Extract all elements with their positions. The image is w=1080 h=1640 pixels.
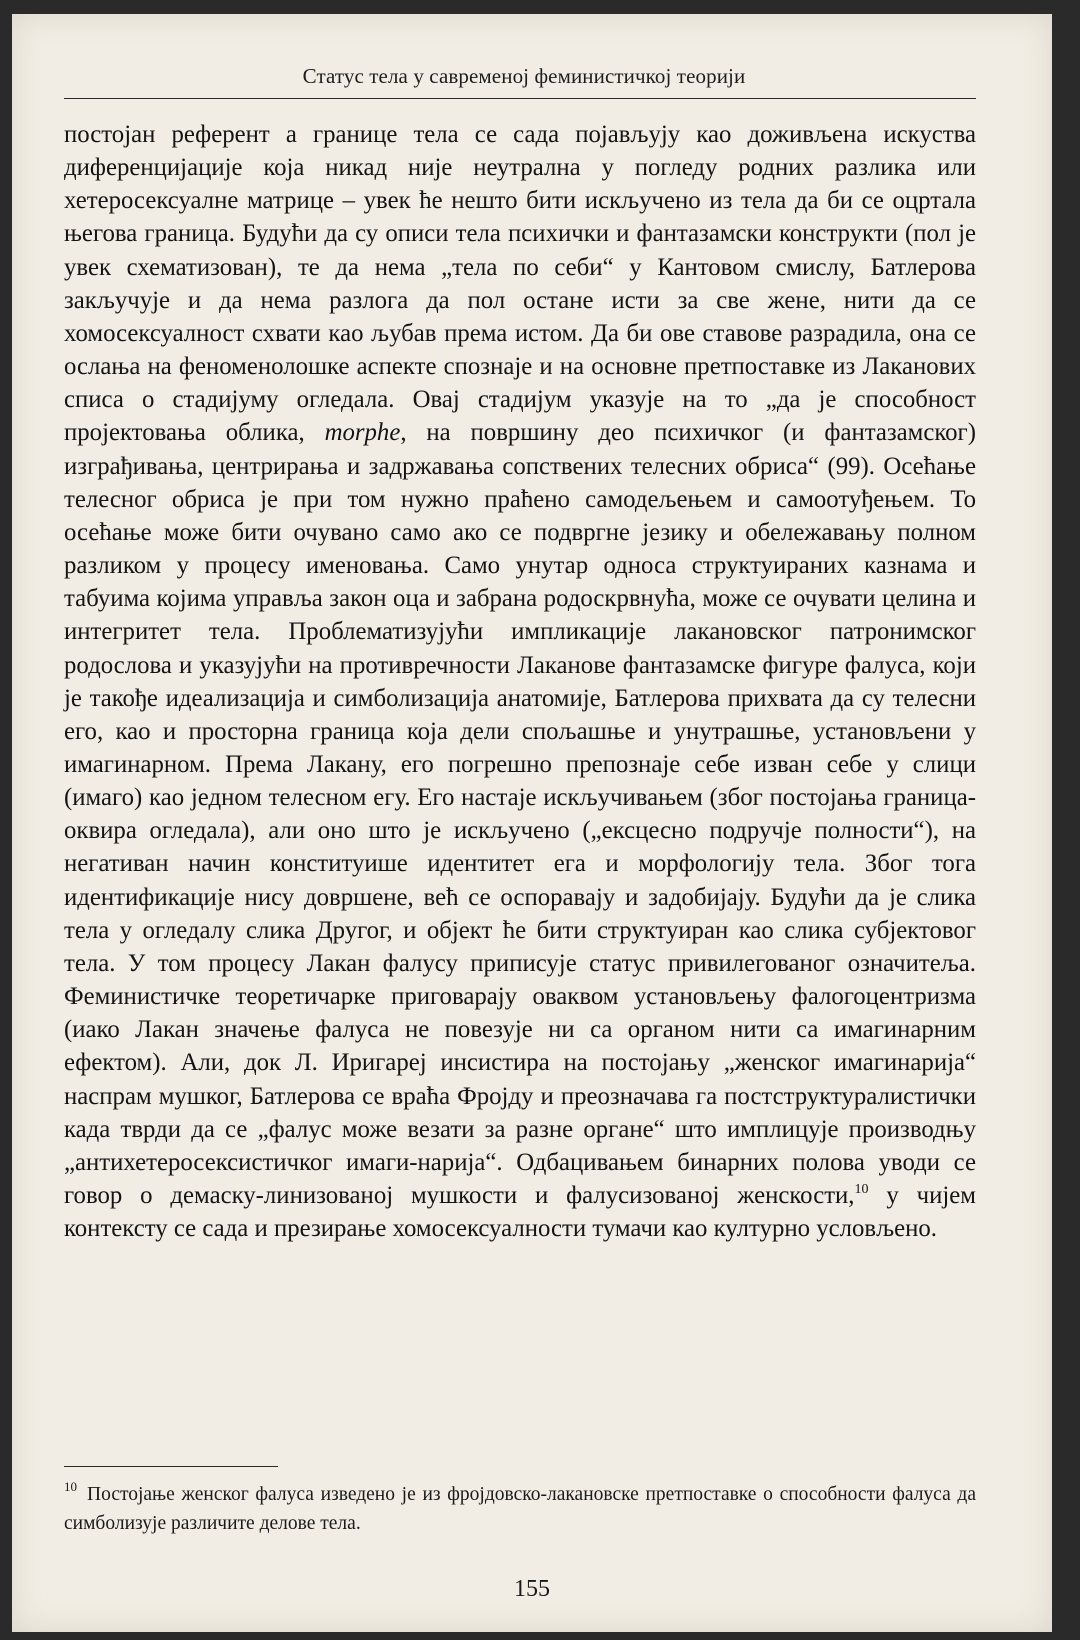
paragraph-text-part3: у чијем контексту се сада и презирање хомосексуалности тумачи као културно условљено. bbox=[64, 1182, 976, 1243]
footnote bbox=[64, 1480, 976, 1538]
running-header: Статус тела у савременој феминистичкој теорији bbox=[302, 64, 746, 88]
body-paragraph bbox=[64, 118, 976, 1245]
page-number: 155 bbox=[514, 1576, 550, 1602]
header-rule bbox=[64, 98, 976, 99]
main-text bbox=[64, 118, 976, 1245]
footnote-text: Постојање женског фалуса изведено је из фројдовско-лакановске претпоставке о способности фалуса да симболизује различите делове тела. bbox=[64, 1484, 976, 1534]
footnote-rule bbox=[64, 1466, 278, 1467]
paragraph-text-part1: постојан референт а границе тела се сада појављују као доживљена искуства диференцијације која никад није неутрална у погледу родних разлика или хетеросексуалне матрице – увек ће нешто бити искључено из тела да би се оцртала његова граница. Будући да су описи тела психички и фантазамски конструкти (пол је увек схематизован), те да нема „тела по себи“ у Кантовом смислу, Батлерова закључује и да нема разлога да пол остане исти за све жене, нити да се хомосексуалност схвати као љубав према истом. Да би ове ставове разрадила, она се ослања на феноменолошке аспекте спознаје и на основне претпоставке из Лаканових списа о стадијуму огледала. Овај стадијум указује на то „да је способност пројектовања облика, bbox=[64, 121, 976, 447]
italic-term: morphe bbox=[324, 419, 401, 447]
footnote-reference[interactable]: 10 bbox=[854, 1182, 869, 1197]
paragraph-text-part2: , на површину део психичког (и фантазамског) изграђивања, центрирања и задржавања сопствених телесних обриса“ (99). Осећање телесног обриса је при том нужно праћено самодељењем и самоотуђењем. То осећање може бити очувано само ако се подвргне језику и обележавању полном разликом у процесу именовања. Само унутар односа структуираних казнама и табуима којима управља закон оца и забрана родоскрвнућа, може се очувати целина и интегритет тела. Проблематизујући импликације лакановског патронимског родослова и указујући на противречности Лаканове фантазамске фигуре фалуса, који је такође идеализација и симболизација анатомије, Батлерова прихвата да су телесни его, као и просторна граница која дели спољашње и унутрашње, установљени у имагинарном. Према Лакану, его погрешно препознаје себе изван себе у слици (имаго) као једном телесном егу. Его настаје искључивањем (због постојања граница-оквира огледала), али оно што је искључено („ексцесно подручје полности“), на негативан начин конституише идентитет ега и морфологију тела. Због тога идентификације нису довршене, већ се оспоравају и задобијају. Будући да је слика тела у огледалу слика Другог, и објект ће бити структуиран као слика субјектовог тела. У том процесу Лакан фалусу приписује статус привилегованог означитеља. Феминистичке теоретичарке приговарају оваквом установљењу фалогоцентризма (иако Лакан значење фалуса не повезује ни са органом нити са имагинарним ефектом). Али, док Л. Иригареј инсистира на постојању „женског имагинарија“ наспрам мушког, Батлерова се враћа Фројду и преозначава га постструктуралистички када тврди да се „фалус може везати за разне органе“ што имплицује производњу „антихетеросексистичког имаги-нарија“. Одбацивањем бинарних полова уводи се говор о демаску-линизованој мушкости и фалусизованој женскости, bbox=[64, 419, 976, 1209]
book-page bbox=[12, 14, 1052, 1632]
footnote-number: 10 bbox=[64, 1479, 77, 1494]
